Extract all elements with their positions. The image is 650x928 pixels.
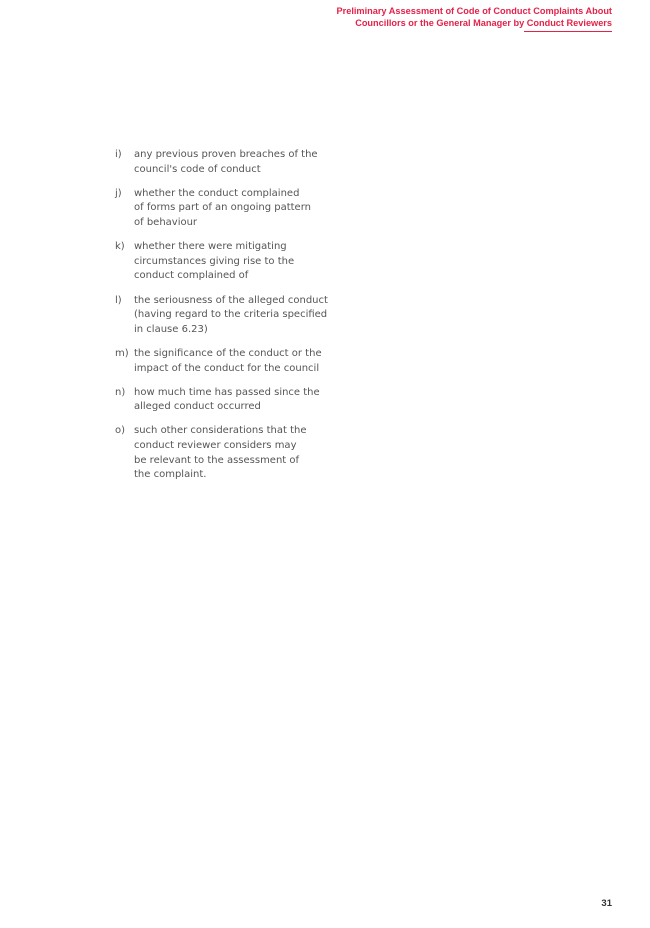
considerations-list [115, 148, 355, 492]
header-title-line-1: Preliminary Assessment of Code of Conduct Complaints About [336, 6, 612, 16]
list-item [115, 386, 355, 415]
list-item-marker: j) [115, 187, 122, 199]
header-divider [524, 31, 612, 32]
list-item-text: how much time has passed since the alleged conduct occurred [134, 386, 320, 413]
list-item [115, 424, 355, 482]
list-item-marker: m) [115, 347, 129, 359]
list-item-marker: o) [115, 425, 126, 437]
list-item-text: any previous proven breaches of the council's code of conduct [134, 149, 318, 175]
list-item-text: whether the conduct complained of forms part of an ongoing pattern of behaviour [134, 187, 311, 228]
list-item [115, 347, 355, 376]
page-number: 31 [601, 898, 612, 909]
list-item-text: the significance of the conduct or the impact of the conduct for the council [134, 347, 322, 374]
list-item-text: whether there were mitigating circumstances giving rise to the conduct complained of [134, 241, 295, 282]
list-item [115, 240, 355, 284]
list-item-marker: n) [115, 386, 126, 398]
list-item [115, 148, 355, 177]
list-item-text: the seriousness of the alleged conduct (having regard to the criteria specified in clause 6.23) [134, 294, 328, 335]
header-title-line-2: Councillors or the General Manager by Conduct Reviewers [355, 17, 612, 28]
page-header [337, 6, 613, 29]
list-item [115, 187, 355, 231]
list-item-marker: l) [115, 294, 122, 306]
list-item-marker: k) [115, 241, 125, 253]
list-item-text: such other considerations that the conduct reviewer considers may be relevant to the assessment of the complaint. [134, 425, 307, 481]
list-item [115, 294, 355, 338]
list-item-marker: i) [115, 149, 122, 160]
